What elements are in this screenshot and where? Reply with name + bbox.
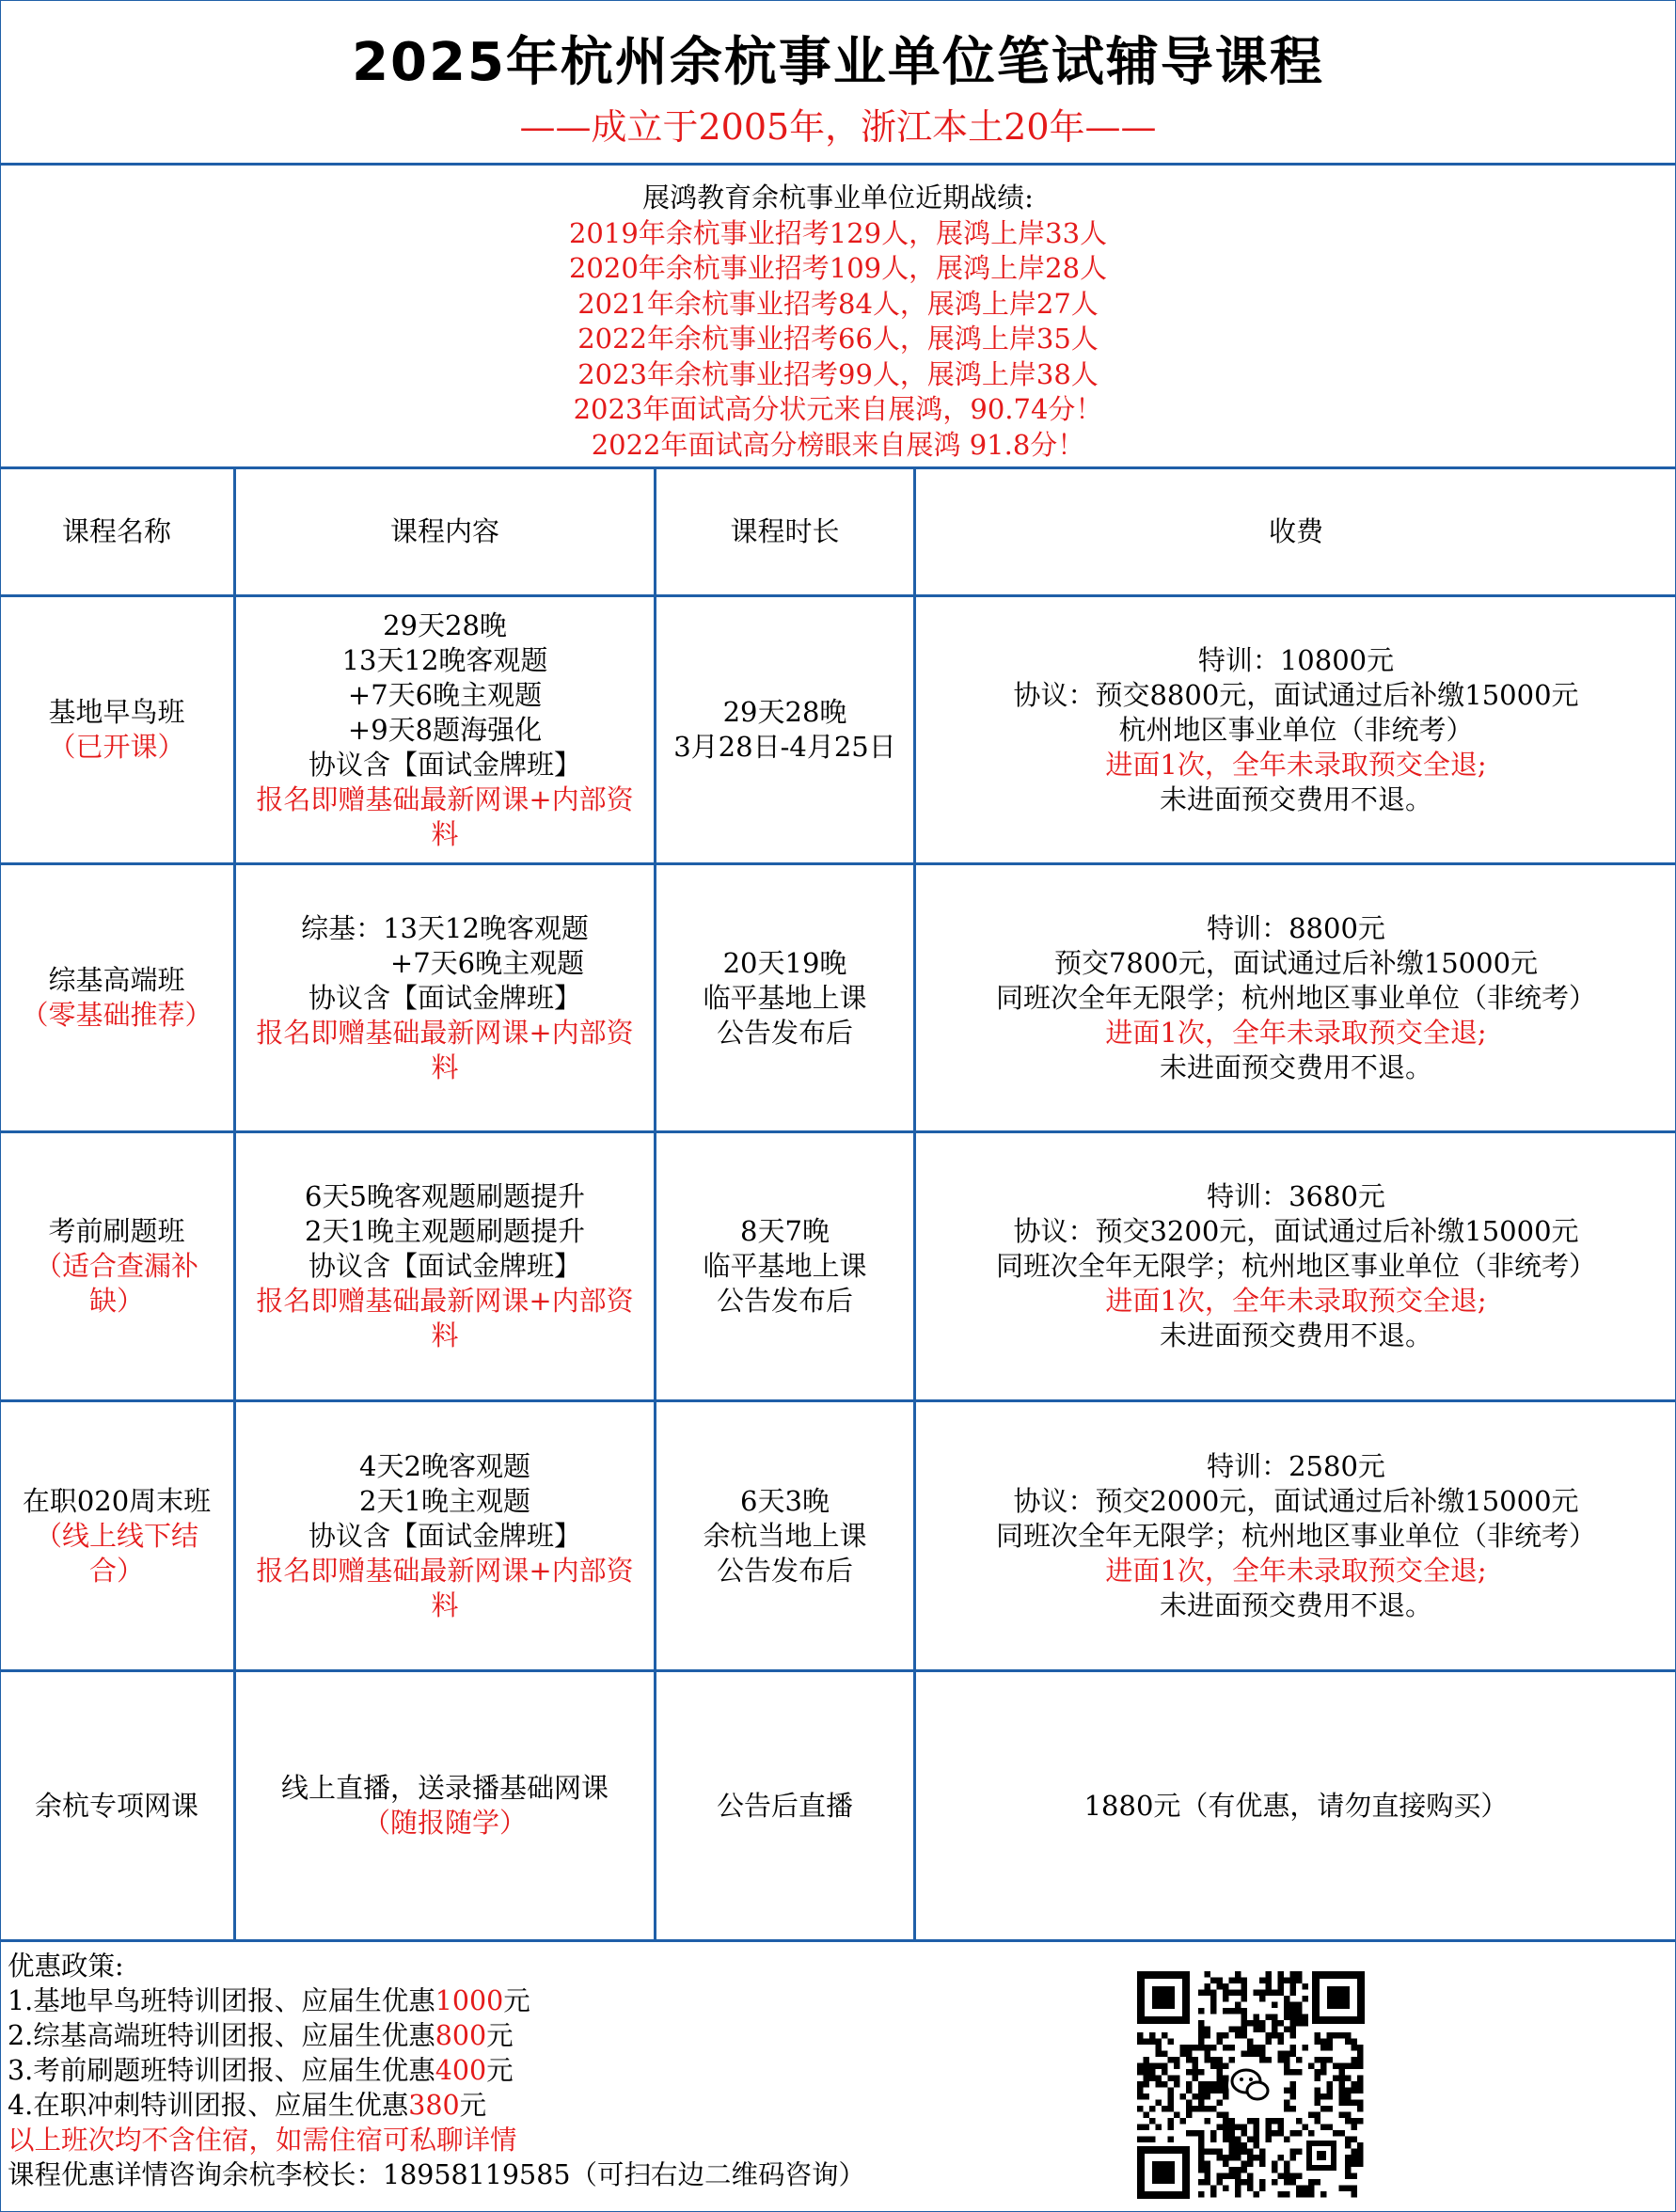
header-fee: 收费 xyxy=(1268,515,1323,547)
results-line: 2022年面试高分榜眼来自展鸿 91.8分！ xyxy=(591,428,1085,461)
policy-item: 3.考前刷题班特训团报、应届生优惠400元 xyxy=(8,2055,514,2086)
wechat-icon xyxy=(1228,2062,1273,2108)
course-fee-cell: 特训：8800元 预交7800元，面试通过后补缴15000元 同班次全年无限学；杭州地区事业单位（非统考） 进面1次，全年未录取预交全退; 未进面预交费用不退。 xyxy=(995,911,1596,1083)
policy-note: 以上班次均不含住宿，如需住宿可私聊详情 xyxy=(8,2125,517,2156)
header-course-duration: 课程时长 xyxy=(730,515,840,547)
course-fee-cell: 特训：10800元 协议：预交8800元，面试通过后补缴15000元 杭州地区事业单位（非统考） 进面1次，全年未录取预交全退; 未进面预交费用不退。 xyxy=(1013,643,1579,815)
course-name-cell: 基地早鸟班 （已开课） xyxy=(48,696,185,763)
results-line: 2022年余杭事业招考66人，展鸿上岸35人 xyxy=(577,323,1099,355)
course-duration-cell: 20天19晚 临平基地上课 公告发布后 xyxy=(703,946,867,1049)
policy-item: 1.基地早鸟班特训团报、应届生优惠1000元 xyxy=(8,1985,530,2016)
header-course-name: 课程名称 xyxy=(61,515,171,547)
divider-header xyxy=(0,163,1676,166)
course-duration-cell: 29天28晚 3月28日-4月25日 xyxy=(673,696,896,763)
course-fee-cell: 特训：2580元 协议：预交2000元，面试通过后补缴15000元 同班次全年无限学；杭州地区事业单位（非统考） 进面1次，全年未录取预交全退; 未进面预交费用不退。 xyxy=(995,1449,1596,1621)
course-content-cell: 29天28晚 13天12晚客观题 +7天6晚主观题 +9天8题海强化 协议含【面试金牌班】 报名即赠基础最新网课+内部资 料 xyxy=(256,608,634,850)
course-content-cell: 综基：13天12晚客观题 +7天6晚主观题 协议含【面试金牌班】 报名即赠基础最新网课+内部资 料 xyxy=(256,911,634,1083)
page-title: 2025年杭州余杭事业单位笔试辅导课程 xyxy=(352,32,1324,93)
results-line: 2020年余杭事业招考109人，展鸿上岸28人 xyxy=(568,252,1108,284)
course-fee-cell: 特训：3680元 协议：预交3200元，面试通过后补缴15000元 同班次全年无限学；杭州地区事业单位（非统考） 进面1次，全年未录取预交全退; 未进面预交费用不退。 xyxy=(995,1180,1596,1351)
course-name-cell: 综基高端班 （零基础推荐） xyxy=(21,964,213,1031)
course-duration-cell: 6天3晚 余杭当地上课 公告发布后 xyxy=(703,1484,867,1587)
course-fee-cell: 1880元（有优惠，请勿直接购买） xyxy=(1083,1789,1509,1822)
course-name-cell: 余杭专项网课 xyxy=(34,1789,198,1822)
discount-policy xyxy=(8,1949,865,2192)
results-section xyxy=(0,181,1676,463)
results-line: 2023年余杭事业招考99人，展鸿上岸38人 xyxy=(577,357,1099,390)
qr-code-icon[interactable] xyxy=(1133,1967,1368,2203)
course-content-cell: 4天2晚客观题 2天1晚主观题 协议含【面试金牌班】 报名即赠基础最新网课+内部资 料 xyxy=(256,1449,634,1621)
policy-contact: 课程优惠详情咨询余杭李校长：18958119585（可扫右边二维码咨询） xyxy=(8,2159,865,2190)
results-line: 2023年面试高分状元来自展鸿，90.74分！ xyxy=(573,393,1103,425)
results-line: 2019年余杭事业招考129人，展鸿上岸33人 xyxy=(568,216,1108,249)
policy-heading: 优惠政策: xyxy=(8,1951,124,1982)
policy-item: 4.在职冲刺特训团报、应届生优惠380元 xyxy=(8,2090,487,2121)
header-course-content: 课程内容 xyxy=(389,515,499,547)
course-content-cell: 线上直播，送录播基础网课 （随报随学） xyxy=(280,1772,609,1839)
results-heading: 展鸿教育余杭事业单位近期战绩: xyxy=(642,182,1034,213)
course-duration-cell: 公告后直播 xyxy=(716,1789,853,1822)
course-content-cell: 6天5晚客观题刷题提升 2天1晚主观题刷题提升 协议含【面试金牌班】 报名即赠基础最新网课+内部资 料 xyxy=(256,1180,634,1351)
results-line: 2021年余杭事业招考84人，展鸿上岸27人 xyxy=(577,287,1099,320)
course-name-cell: 在职020周末班 （线上线下结 合） xyxy=(22,1484,212,1587)
divider-row-5 xyxy=(0,1939,1676,1942)
policy-item: 2.综基高端班特训团报、应届生优惠800元 xyxy=(8,2020,514,2051)
course-duration-cell: 8天7晚 临平基地上课 公告发布后 xyxy=(703,1215,867,1317)
page-subtitle: ——成立于2005年，浙江本土20年—— xyxy=(519,106,1157,148)
qr-code-graphic xyxy=(1133,1967,1368,2203)
course-name-cell: 考前刷题班 （适合查漏补 缺） xyxy=(34,1215,198,1317)
